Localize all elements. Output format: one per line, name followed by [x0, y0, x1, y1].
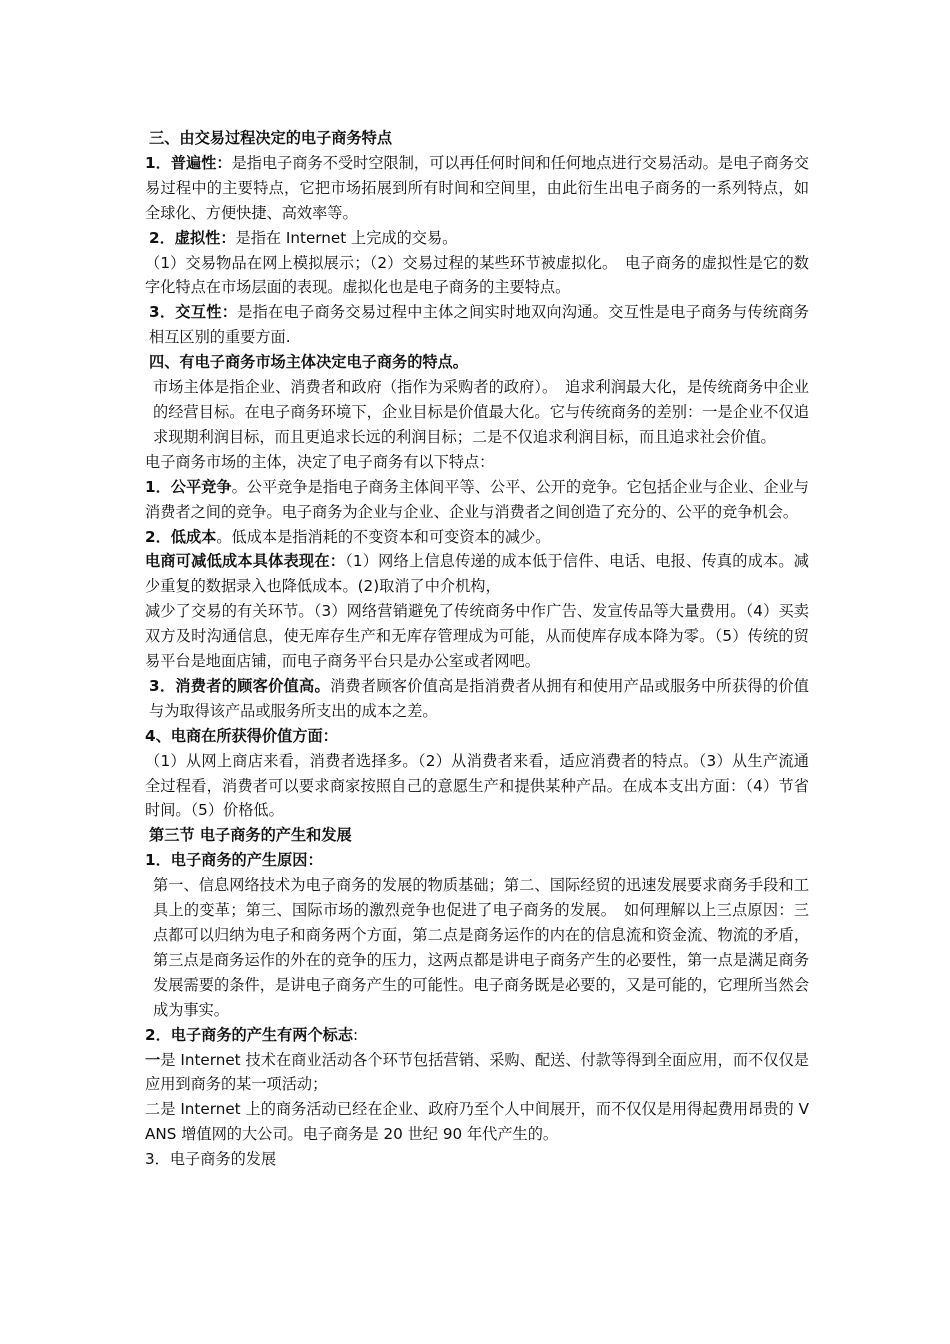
paragraph: （1）交易物品在网上模拟展示；（2）交易过程的某些环节被虚拟化。 电子商务的虚拟性是它的数字化特点在市场层面的表现。虚拟化也是电子商务的主要特点。 — [145, 253, 809, 297]
sub-heading — [145, 1023, 809, 1048]
paragraph: 市场主体是指企业、消费者和政府（指作为采购者的政府）。 追求利润最大化，是传统商务中企业的经营目标。在电子商务环境下，企业目标是价值最大化。它与传统商务的差别：一是企业不仅追求现期利润目标，而且更追求长远的利润目标；二是不仅追求利润目标，而且追求社会价值。 — [153, 378, 809, 446]
paragraph — [145, 1048, 809, 1098]
paragraph — [145, 475, 809, 525]
paragraph — [145, 226, 809, 251]
term-text: 是 Internet 技术在商业活动各个环节包括营销、采购、配送、付款等得到全面应用，而不仅仅是应用到商务的某一项活动； — [145, 1050, 809, 1094]
paragraph: 减少了交易的有关环节。（3）网络营销避免了传统商务中作广告、发宣传品等大量费用。（4）买卖双方及时沟通信息，使无库存生产和无库存管理成为可能，从而使库存成本降为零。（5）传统的贸易平台是地面店铺，而电子商务平台只是办公室或者网吧。 — [145, 602, 809, 671]
section-heading-3: 三、由交易过程决定的电子商务特点 — [149, 129, 392, 147]
paragraph — [145, 525, 809, 550]
term-text: 。公平竞争是指电子商务主体间平等、公平、公开的竞争。它包括企业与企业、企业与消费者之间的竞争。电子商务为企业与企业、企业与消费者之间创造了充分的、公平的竞争机会。 — [145, 477, 809, 521]
paragraph: 3．电子商务的发展 — [145, 1150, 277, 1169]
term-text: 。低成本是指消耗的不变资本和可变资本的减少。 — [216, 527, 551, 546]
paragraph: 二是 Internet 上的商务活动已经在企业、政府乃至个人中间展开，而不仅仅是用得起费用昂贵的 VANS 增值网的大公司。电子商务是 20 世纪 90 年代产生的。 — [145, 1100, 809, 1144]
paragraph: （1）从网上商店来看，消费者选择多。（2）从消费者来看，适应消费者的特点。（3）从生产流通全过程看，消费者可以要求商家按照自己的意愿生产和提供某种产品。在成本支出方面：（4）节省时间。（5）价格低。 — [145, 751, 809, 820]
sub-heading: 1．电子商务的产生原因： — [145, 851, 323, 870]
term-label: 3．交互性： — [149, 303, 238, 322]
term-text: 消费者顾客价值高是指消费者从拥有和使用产品或服务中所获得的价值与为取得该产品或服务所支出的成本之差。 — [149, 676, 809, 720]
term-text: （1）网络上信息传递的成本低于信件、电话、电报、传真的成本。减少重复的数据录入也降低成本。(2)取消了中介机构， — [145, 552, 809, 596]
term-label: 2．电子商务的产生有两个标志 — [145, 1025, 354, 1044]
term-text: 是指在 Internet 上完成的交易。 — [235, 228, 458, 247]
colon: : — [353, 1025, 359, 1044]
section-heading-4: 四、有电子商务市场主体决定电子商务的特点。 — [149, 353, 468, 372]
paragraph — [145, 151, 809, 226]
term-label: 1．公平竞争 — [145, 477, 232, 496]
term-text: 是指在电子商务交易过程中主体之间实时地双向沟通。交互性是电子商务与传统商务相互区别的重要方面. — [149, 303, 809, 347]
term-label: 2．低成本 — [145, 527, 217, 546]
term-label: 3．消费者的顾客价值高。 — [149, 676, 330, 695]
paragraph: 电子商务市场的主体，决定了电子商务有以下特点： — [145, 452, 495, 471]
term-label: 1．普遍性： — [145, 153, 232, 172]
chapter-section-heading: 第三节 电子商务的产生和发展 — [149, 826, 352, 845]
paragraph — [145, 549, 809, 599]
term-label: 电商可减低成本具体表现在： — [145, 552, 346, 571]
document-page — [145, 126, 809, 1172]
paragraph — [145, 674, 809, 724]
paragraph — [145, 300, 809, 350]
paragraph: 第一、信息网络技术为电子商务的发展的物质基础；第二、国际经贸的迅速发展要求商务手段和工具上的变革；第三、国际市场的激烈竞争也促进了电子商务的发展。 如何理解以上三点原因：三点都可以归纳为电子和商务两个方面，第二点是商务运作的内在的信息流和资金流、物流的矛盾，第三点是商务运作的外在的竞争的压力，这两点都是讲电子商务产生的必要性，第一点是满足商务发展需要的条件，是讲电子商务产生的可能性。电子商务既是必要的，又是可能的，它理所当然会成为事实。 — [153, 876, 809, 1019]
term-label: 2．虚拟性： — [149, 228, 236, 247]
term-label: 一 — [145, 1050, 161, 1069]
term-text: 是指电子商务不受时空限制，可以再任何时间和任何地点进行交易活动。是电子商务交易过程中的主要特点，它把市场拓展到所有时间和空间里，由此衍生出电子商务的一系列特点，如全球化、方便快捷、高效率等。 — [145, 153, 809, 222]
sub-heading: 4、电商在所获得价值方面： — [145, 726, 338, 745]
